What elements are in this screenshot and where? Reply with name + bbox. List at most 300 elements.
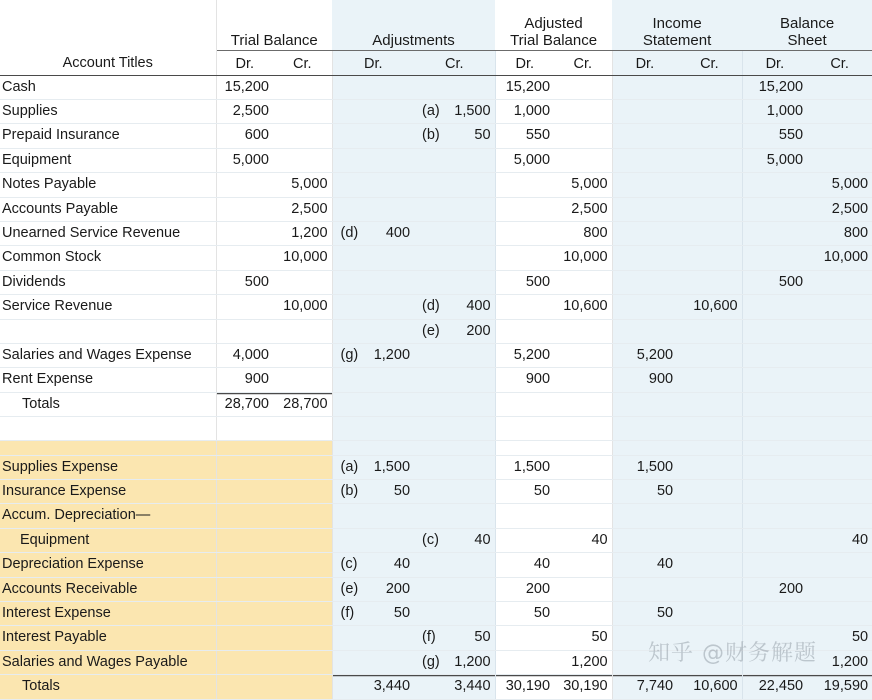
account-titles-header: Account Titles: [0, 50, 216, 75]
cell-adj-dr-ref: [332, 197, 366, 221]
cell-adj-cr: [448, 173, 495, 197]
cell-tb-dr: [216, 553, 273, 577]
account-title-cell: Insurance Expense: [0, 479, 216, 503]
cell-adj-dr: [366, 417, 414, 440]
table-row-trial-balance: [0, 270, 872, 294]
cell-adj-dr: 400: [366, 221, 414, 245]
cell-is-dr: [612, 577, 677, 601]
cell-bs-dr: [742, 343, 807, 367]
cell-adj-cr: [448, 246, 495, 270]
group-label-line: Balance: [779, 14, 835, 32]
cell-adj-dr-ref: [332, 148, 366, 172]
cell-adj-dr-ref: [332, 246, 366, 270]
table-row-trial-balance: [0, 99, 872, 123]
cell-atb-dr: 50: [495, 479, 554, 503]
cell-is-cr: [677, 343, 742, 367]
cell-atb-cr: [554, 504, 612, 528]
cell-atb-dr: 500: [495, 270, 554, 294]
cell-atb-cr: [554, 319, 612, 343]
cell-tb-cr: 5,000: [273, 173, 332, 197]
cell-adj-cr: [448, 479, 495, 503]
table-row-trial-balance: [0, 75, 872, 99]
cell-bs-cr: [807, 124, 872, 148]
cell-atb-dr: [495, 392, 554, 416]
cell-adj-cr-ref: [414, 602, 448, 626]
cell-adj-cr-ref: [414, 173, 448, 197]
header-tb-dr: Dr.: [216, 50, 273, 75]
account-title-cell: [0, 440, 216, 455]
account-title-cell: Cash: [0, 75, 216, 99]
cell-adj-dr: [366, 173, 414, 197]
cell-atb-dr: [495, 440, 554, 455]
cell-tb-cr: [273, 440, 332, 455]
cell-is-dr: [612, 319, 677, 343]
cell-is-cr: [677, 392, 742, 416]
cell-adj-dr-ref: [332, 528, 366, 552]
cell-adj-cr-ref: [414, 343, 448, 367]
cell-is-cr: [677, 479, 742, 503]
table-row-trial-balance: [0, 343, 872, 367]
cell-adj-cr-ref: (g): [414, 650, 448, 674]
cell-adj-cr-ref: [414, 75, 448, 99]
cell-bs-dr: 1,000: [742, 99, 807, 123]
cell-atb-dr: [495, 197, 554, 221]
cell-is-cr: [677, 650, 742, 674]
table-row-trial-balance: [0, 246, 872, 270]
table-row-adjusting: [0, 504, 872, 528]
cell-tb-dr: [216, 197, 273, 221]
drcr-header-row: [0, 50, 872, 75]
account-title-cell: Supplies: [0, 99, 216, 123]
cell-bs-cr: 19,590: [807, 675, 872, 699]
cell-is-dr: [612, 197, 677, 221]
cell-adj-dr-ref: [332, 319, 366, 343]
cell-atb-cr: [554, 343, 612, 367]
cell-bs-cr: 5,000: [807, 173, 872, 197]
cell-is-dr: [612, 173, 677, 197]
table-row-trial-balance: [0, 368, 872, 392]
cell-bs-cr: [807, 319, 872, 343]
account-title-cell: Dividends: [0, 270, 216, 294]
cell-atb-cr: 10,000: [554, 246, 612, 270]
cell-adj-dr-ref: [332, 99, 366, 123]
cell-adj-cr-ref: (a): [414, 99, 448, 123]
cell-atb-cr: 30,190: [554, 675, 612, 699]
header-is-dr: Dr.: [612, 50, 677, 75]
cell-is-cr: [677, 602, 742, 626]
cell-adj-cr-ref: [414, 392, 448, 416]
cell-is-dr: 50: [612, 602, 677, 626]
table-row-adjusting: [0, 650, 872, 674]
cell-adj-dr: [366, 626, 414, 650]
table-row-adjusting: [0, 626, 872, 650]
cell-adj-cr: [448, 602, 495, 626]
cell-bs-cr: [807, 368, 872, 392]
cell-bs-dr: 550: [742, 124, 807, 148]
cell-bs-cr: 40: [807, 528, 872, 552]
cell-tb-cr: 28,700: [273, 392, 332, 416]
cell-atb-cr: 10,600: [554, 295, 612, 319]
cell-atb-cr: [554, 368, 612, 392]
group-label-line: Statement: [642, 31, 712, 49]
cell-is-dr: [612, 295, 677, 319]
cell-adj-dr: [366, 528, 414, 552]
cell-adj-cr: [448, 440, 495, 455]
cell-adj-dr-ref: [332, 270, 366, 294]
cell-tb-dr: [216, 417, 273, 440]
cell-tb-cr: [273, 504, 332, 528]
cell-atb-dr: 40: [495, 553, 554, 577]
cell-is-dr: 5,200: [612, 343, 677, 367]
cell-tb-cr: [273, 124, 332, 148]
cell-bs-dr: 200: [742, 577, 807, 601]
spacer-row: [0, 417, 872, 440]
cell-is-cr: [677, 368, 742, 392]
cell-adj-cr: [448, 417, 495, 440]
account-title-cell: Salaries and Wages Payable: [0, 650, 216, 674]
cell-adj-dr: [366, 392, 414, 416]
cell-adj-dr: 50: [366, 602, 414, 626]
cell-tb-cr: 1,200: [273, 221, 332, 245]
cell-is-cr: [677, 173, 742, 197]
cell-adj-dr-ref: (d): [332, 221, 366, 245]
cell-adj-dr: [366, 197, 414, 221]
cell-tb-cr: [273, 675, 332, 699]
cell-is-dr: 1,500: [612, 455, 677, 479]
cell-adj-cr: [448, 392, 495, 416]
cell-bs-dr: [742, 392, 807, 416]
cell-adj-dr: [366, 246, 414, 270]
cell-adj-cr-ref: [414, 479, 448, 503]
cell-tb-dr: 15,200: [216, 75, 273, 99]
cell-adj-dr: 40: [366, 553, 414, 577]
cell-adj-cr-ref: (e): [414, 319, 448, 343]
totals-row-lower: [0, 675, 872, 699]
cell-atb-dr: [495, 319, 554, 343]
cell-tb-dr: [216, 626, 273, 650]
cell-atb-dr: 5,000: [495, 148, 554, 172]
cell-tb-dr: [216, 528, 273, 552]
cell-is-cr: [677, 626, 742, 650]
cell-adj-dr-ref: (f): [332, 602, 366, 626]
cell-tb-dr: [216, 295, 273, 319]
cell-adj-cr-ref: [414, 675, 448, 699]
cell-adj-cr-ref: [414, 577, 448, 601]
table-row-trial-balance: [0, 319, 872, 343]
cell-tb-dr: [216, 479, 273, 503]
account-title-cell: Totals: [0, 392, 216, 416]
cell-is-cr: [677, 246, 742, 270]
cell-adj-dr: 1,200: [366, 343, 414, 367]
header-bs-dr: Dr.: [742, 50, 807, 75]
group-header-income-statement: [612, 0, 742, 50]
cell-atb-cr: 2,500: [554, 197, 612, 221]
cell-tb-dr: [216, 455, 273, 479]
cell-adj-cr-ref: [414, 417, 448, 440]
cell-atb-cr: 50: [554, 626, 612, 650]
cell-is-dr: [612, 246, 677, 270]
cell-adj-cr: [448, 368, 495, 392]
cell-atb-dr: [495, 221, 554, 245]
group-header-row: [0, 0, 872, 50]
cell-bs-dr: [742, 221, 807, 245]
cell-adj-cr-ref: [414, 553, 448, 577]
cell-adj-dr-ref: (a): [332, 455, 366, 479]
cell-adj-cr: 50: [448, 626, 495, 650]
cell-is-dr: 900: [612, 368, 677, 392]
table-body: [0, 75, 872, 699]
cell-is-cr: [677, 528, 742, 552]
cell-bs-dr: [742, 479, 807, 503]
cell-is-cr: [677, 124, 742, 148]
cell-tb-dr: [216, 577, 273, 601]
cell-tb-dr: 2,500: [216, 99, 273, 123]
cell-atb-dr: [495, 295, 554, 319]
cell-atb-cr: [554, 577, 612, 601]
cell-adj-cr: 3,440: [448, 675, 495, 699]
cell-is-dr: [612, 221, 677, 245]
cell-is-cr: [677, 440, 742, 455]
cell-adj-dr: [366, 75, 414, 99]
cell-is-cr: [677, 577, 742, 601]
account-title-cell: Equipment: [0, 148, 216, 172]
account-title-cell: Depreciation Expense: [0, 553, 216, 577]
cell-atb-cr: [554, 479, 612, 503]
cell-adj-dr: [366, 504, 414, 528]
cell-adj-dr: [366, 99, 414, 123]
cell-adj-dr-ref: [332, 440, 366, 455]
cell-adj-cr-ref: (d): [414, 295, 448, 319]
cell-adj-dr-ref: [332, 626, 366, 650]
header-atb-dr: Dr.: [495, 50, 554, 75]
cell-atb-dr: [495, 246, 554, 270]
cell-tb-dr: [216, 504, 273, 528]
cell-adj-cr: [448, 197, 495, 221]
cell-atb-cr: 5,000: [554, 173, 612, 197]
cell-bs-cr: 2,500: [807, 197, 872, 221]
cell-tb-dr: 500: [216, 270, 273, 294]
cell-is-dr: [612, 148, 677, 172]
cell-adj-dr-ref: [332, 295, 366, 319]
cell-is-cr: [677, 75, 742, 99]
cell-atb-cr: 800: [554, 221, 612, 245]
cell-adj-dr-ref: [332, 675, 366, 699]
table-row-adjusting: [0, 577, 872, 601]
account-title-cell: Salaries and Wages Expense: [0, 343, 216, 367]
cell-bs-dr: [742, 417, 807, 440]
cell-bs-dr: 22,450: [742, 675, 807, 699]
cell-adj-cr: [448, 577, 495, 601]
cell-adj-cr: 200: [448, 319, 495, 343]
cell-bs-cr: [807, 343, 872, 367]
account-title-cell: Service Revenue: [0, 295, 216, 319]
cell-adj-dr: [366, 440, 414, 455]
cell-atb-dr: 200: [495, 577, 554, 601]
cell-atb-cr: [554, 553, 612, 577]
cell-tb-dr: [216, 246, 273, 270]
table-row-adjusting: [0, 455, 872, 479]
cell-adj-cr: 40: [448, 528, 495, 552]
cell-adj-cr: [448, 270, 495, 294]
cell-is-dr: [612, 75, 677, 99]
header-corner-blank: [0, 0, 216, 50]
cell-adj-dr: 200: [366, 577, 414, 601]
cell-tb-cr: [273, 417, 332, 440]
header-bs-cr: Cr.: [807, 50, 872, 75]
cell-atb-cr: [554, 99, 612, 123]
cell-bs-dr: [742, 602, 807, 626]
cell-is-cr: [677, 553, 742, 577]
account-title-cell: Notes Payable: [0, 173, 216, 197]
cell-atb-dr: [495, 528, 554, 552]
cell-bs-dr: [742, 368, 807, 392]
header-adj-dr: Dr.: [332, 50, 414, 75]
cell-bs-cr: [807, 553, 872, 577]
cell-atb-cr: [554, 440, 612, 455]
cell-bs-cr: [807, 75, 872, 99]
table-row-adjusting: [0, 479, 872, 503]
cell-adj-dr-ref: (b): [332, 479, 366, 503]
cell-bs-cr: 1,200: [807, 650, 872, 674]
cell-is-dr: [612, 626, 677, 650]
cell-bs-cr: [807, 455, 872, 479]
cell-is-cr: [677, 319, 742, 343]
cell-atb-dr: [495, 650, 554, 674]
cell-bs-cr: [807, 270, 872, 294]
cell-tb-cr: [273, 343, 332, 367]
account-title-cell: Common Stock: [0, 246, 216, 270]
group-label-line: Adjustments: [372, 31, 455, 49]
cell-bs-dr: [742, 455, 807, 479]
watermark: 知乎 @财务解题: [648, 641, 817, 666]
cell-atb-dr: 900: [495, 368, 554, 392]
cell-bs-dr: 5,000: [742, 148, 807, 172]
cell-is-cr: [677, 455, 742, 479]
cell-tb-cr: 2,500: [273, 197, 332, 221]
table-row-adjusting: [0, 528, 872, 552]
cell-adj-dr: 3,440: [366, 675, 414, 699]
cell-bs-cr: [807, 504, 872, 528]
group-header-balance-sheet: [742, 0, 872, 50]
cell-atb-cr: [554, 417, 612, 440]
cell-bs-dr: [742, 504, 807, 528]
table-row-trial-balance: [0, 221, 872, 245]
group-label-line: Adjusted: [524, 14, 583, 32]
cell-is-dr: 50: [612, 479, 677, 503]
group-label-line: Trial Balance: [230, 31, 318, 49]
cell-bs-dr: [742, 553, 807, 577]
group-label-line: Sheet: [787, 31, 827, 49]
account-title-cell: Interest Payable: [0, 626, 216, 650]
cell-atb-cr: [554, 602, 612, 626]
cell-bs-dr: 500: [742, 270, 807, 294]
cell-tb-dr: 28,700: [216, 392, 273, 416]
cell-atb-dr: [495, 504, 554, 528]
cell-tb-cr: [273, 368, 332, 392]
cell-adj-dr-ref: [332, 124, 366, 148]
cell-is-dr: [612, 392, 677, 416]
cell-adj-cr: [448, 148, 495, 172]
cell-adj-cr-ref: (b): [414, 124, 448, 148]
cell-adj-cr: 400: [448, 295, 495, 319]
account-title-cell: [0, 319, 216, 343]
cell-adj-dr-ref: (c): [332, 553, 366, 577]
cell-adj-dr: 50: [366, 479, 414, 503]
cell-adj-cr-ref: [414, 197, 448, 221]
cell-tb-cr: [273, 75, 332, 99]
cell-atb-dr: [495, 173, 554, 197]
cell-is-cr: [677, 148, 742, 172]
cell-atb-dr: 15,200: [495, 75, 554, 99]
table-header: [0, 0, 872, 75]
cell-bs-cr: [807, 479, 872, 503]
cell-tb-cr: [273, 270, 332, 294]
cell-tb-dr: [216, 319, 273, 343]
table-row-trial-balance: [0, 295, 872, 319]
cell-bs-cr: [807, 392, 872, 416]
account-title-cell: Prepaid Insurance: [0, 124, 216, 148]
header-adj-cr: Cr.: [414, 50, 495, 75]
cell-adj-dr-ref: [332, 504, 366, 528]
cell-tb-dr: [216, 173, 273, 197]
account-title-cell: Rent Expense: [0, 368, 216, 392]
cell-adj-cr: [448, 455, 495, 479]
cell-is-dr: 40: [612, 553, 677, 577]
group-label-line: Income: [652, 14, 702, 32]
cell-tb-dr: [216, 440, 273, 455]
cell-is-dr: 7,740: [612, 675, 677, 699]
cell-adj-cr-ref: [414, 246, 448, 270]
cell-adj-dr: [366, 295, 414, 319]
cell-bs-cr: [807, 99, 872, 123]
cell-adj-cr-ref: [414, 455, 448, 479]
account-title-cell: Equipment: [0, 528, 216, 552]
cell-adj-cr-ref: [414, 270, 448, 294]
cell-is-dr: [612, 504, 677, 528]
cell-adj-cr: 1,500: [448, 99, 495, 123]
cell-atb-cr: [554, 455, 612, 479]
cell-atb-cr: 1,200: [554, 650, 612, 674]
cell-is-dr: [612, 417, 677, 440]
cell-tb-dr: [216, 650, 273, 674]
cell-adj-cr-ref: [414, 148, 448, 172]
header-atb-cr: Cr.: [554, 50, 612, 75]
cell-bs-dr: [742, 246, 807, 270]
table-row-adjusting: [0, 602, 872, 626]
spacer-row: [0, 440, 872, 455]
cell-is-cr: [677, 270, 742, 294]
cell-atb-dr: 1,500: [495, 455, 554, 479]
cell-tb-cr: [273, 626, 332, 650]
cell-adj-cr: 50: [448, 124, 495, 148]
cell-atb-dr: [495, 417, 554, 440]
cell-tb-dr: [216, 675, 273, 699]
cell-is-cr: 10,600: [677, 675, 742, 699]
cell-adj-dr: [366, 650, 414, 674]
cell-bs-dr: [742, 650, 807, 674]
group-header-trial-balance: [216, 0, 332, 50]
table-row-trial-balance: [0, 148, 872, 172]
cell-tb-dr: [216, 602, 273, 626]
cell-tb-dr: 900: [216, 368, 273, 392]
cell-bs-dr: [742, 173, 807, 197]
header-tb-cr: Cr.: [273, 50, 332, 75]
cell-bs-dr: [742, 197, 807, 221]
group-label-line: Trial Balance: [510, 31, 598, 49]
cell-adj-dr-ref: (g): [332, 343, 366, 367]
cell-adj-cr: [448, 75, 495, 99]
cell-adj-cr: [448, 553, 495, 577]
